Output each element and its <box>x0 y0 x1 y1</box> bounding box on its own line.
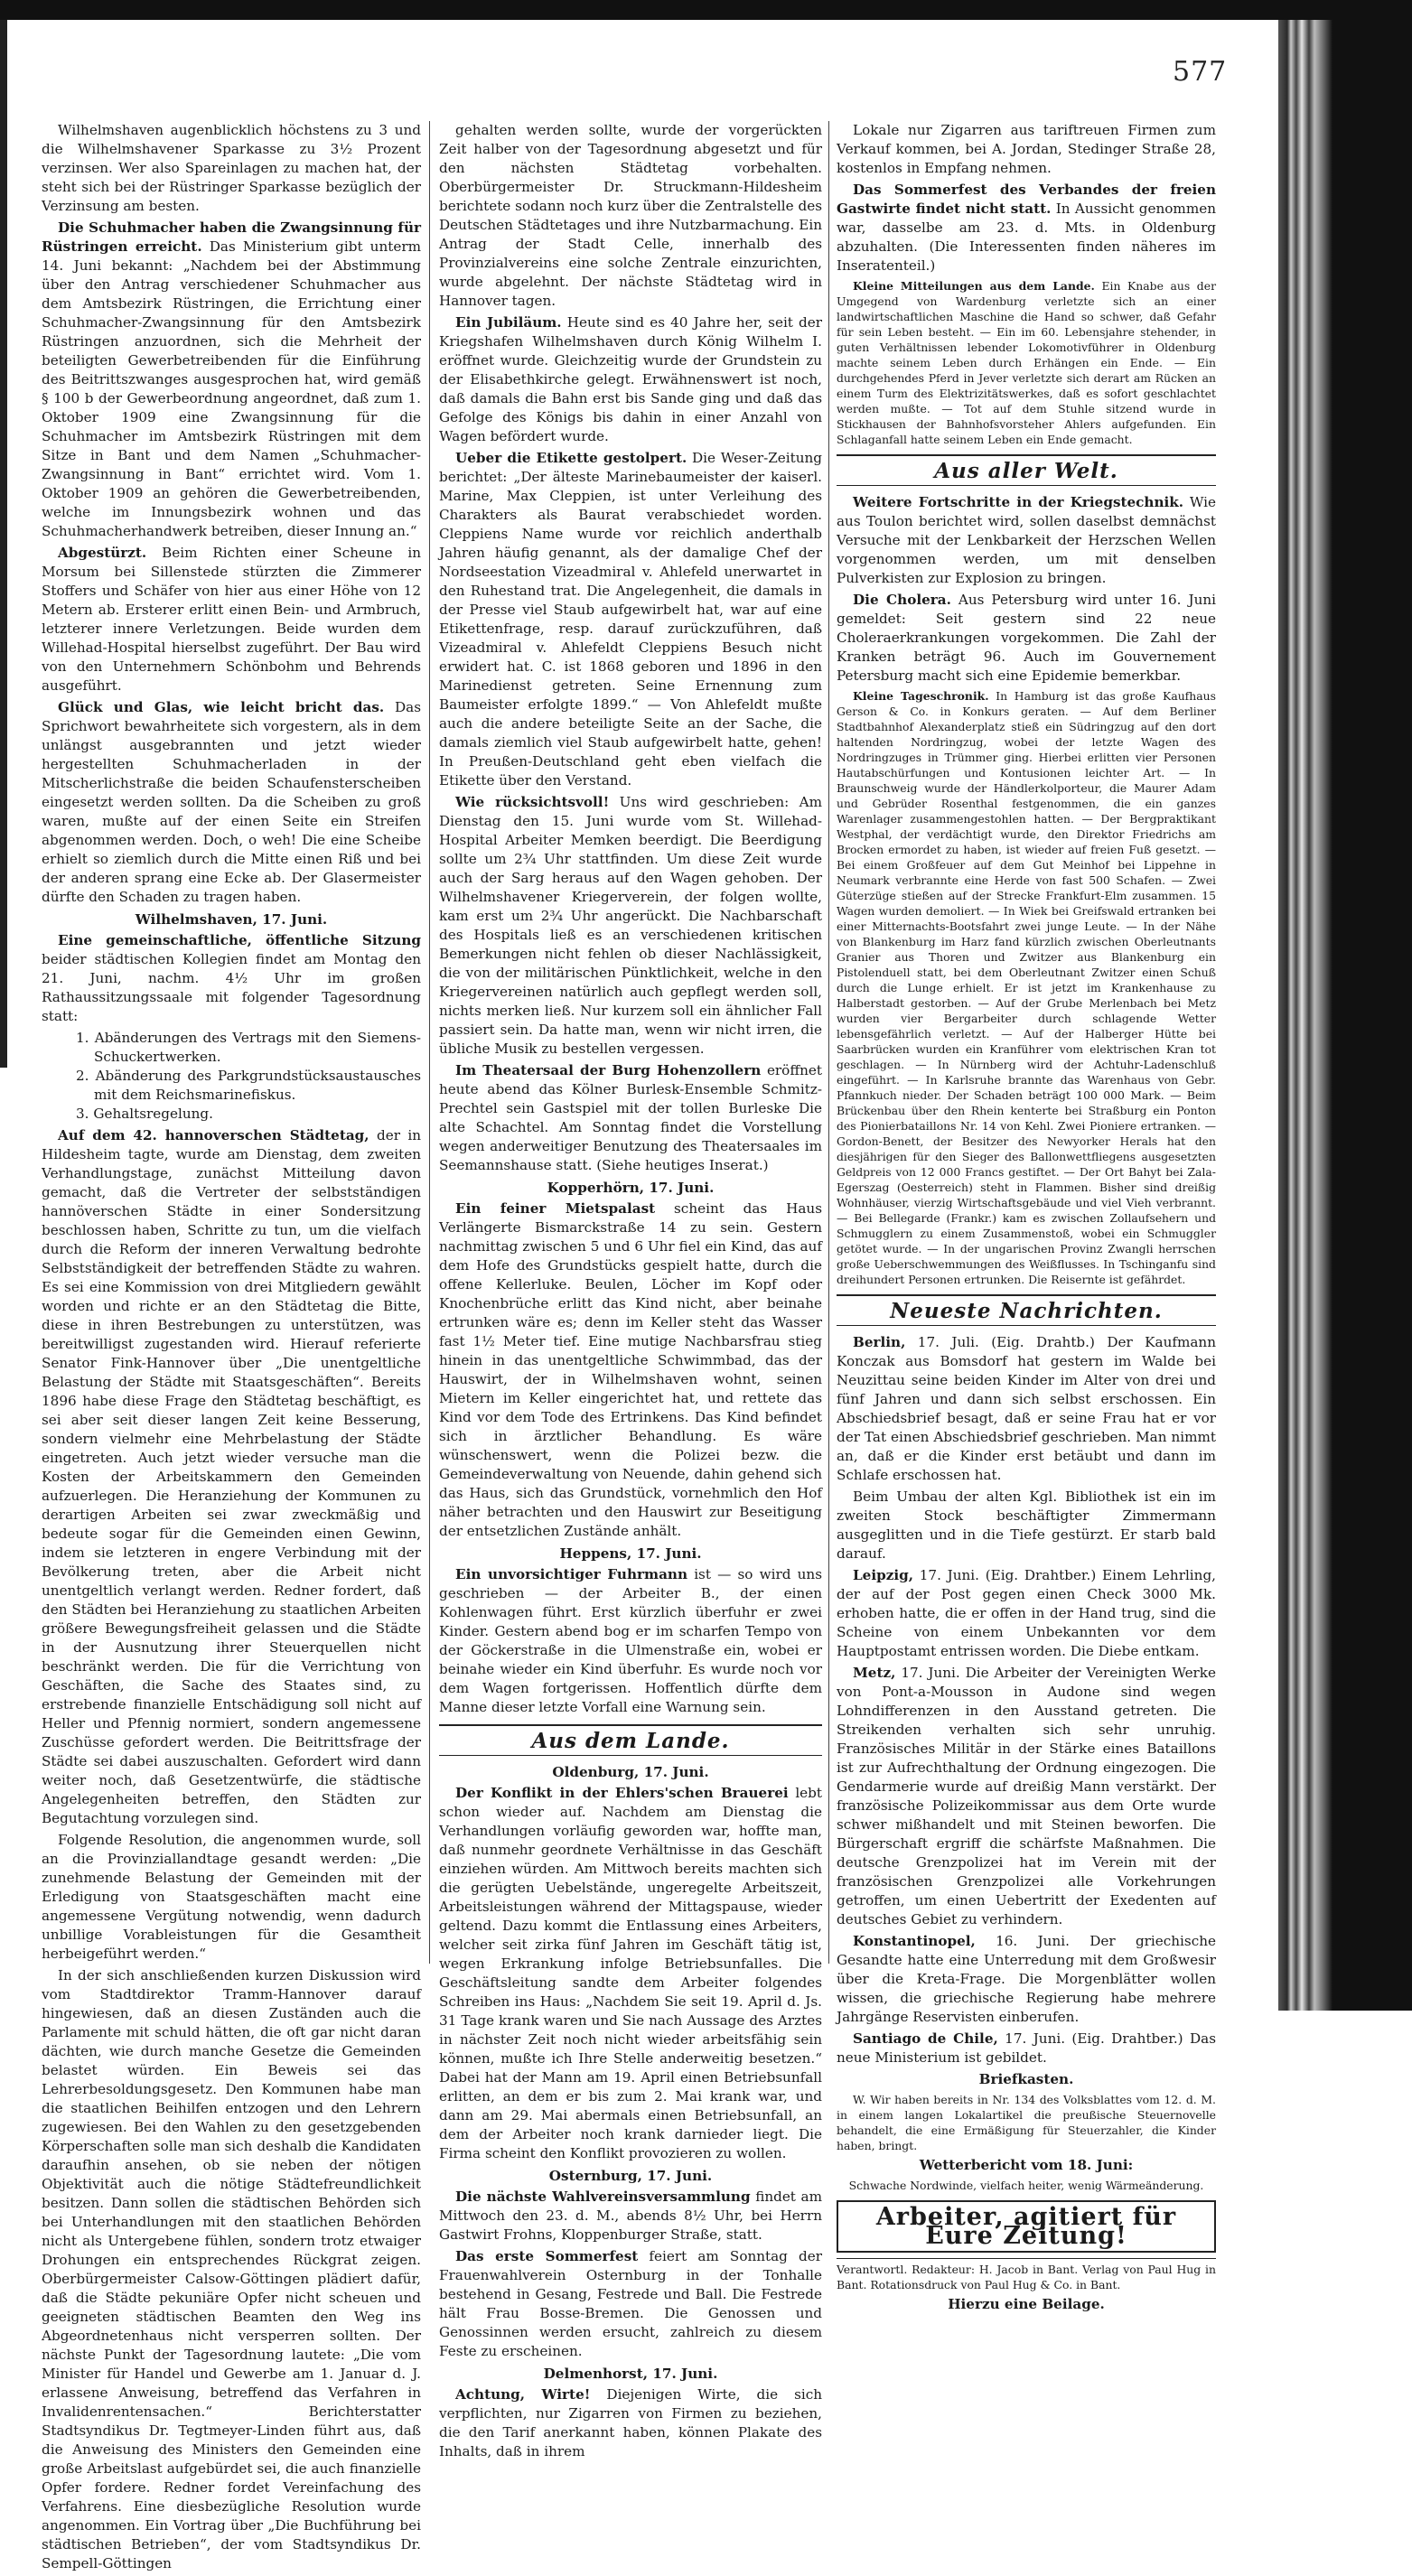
book-binding-edge <box>1278 20 1412 2011</box>
article-text: Folgende Resolution, die angenommen wurde, soll an die Provinziallandtage gesandt werden: „Die zunehmende Belastung der Gemeinden mit der Erledigung von Staatsgeschäften macht eine angemessene Vergütung notwendig, wenn dadurch unbillige Vorableistungen für die Gesamtheit herbeigeführt werden.“ <box>42 1832 421 1962</box>
article <box>837 591 1216 686</box>
news-text: 17. Juli. (Eig. Drahtb.) Der Kaufmann Konczak aus Bomsdorf hat gestern im Walde bei Neuzittau seine beiden Kinder im Alter von drei und fünf Jahren und dann sich selbst erschossen. Ein Abschiedsbrief besagt, daß er seine Frau hat er vor der Tat einen Abschiedsbrief geschrieben. Man nimmt an, daß er die Kinder erst betäubt und dann im Schlafe erschossen hat. <box>837 1334 1216 1483</box>
article <box>837 493 1216 588</box>
article-headline: Weitere Fortschritte in der Kriegstechnik. <box>853 494 1184 510</box>
column-divider <box>828 121 829 1964</box>
news-item <box>837 1333 1216 1485</box>
article-text: In Hamburg ist das große Kaufhaus Gerson & Co. in Konkurs geraten. — Auf dem Berliner Stadtbahnhof Alexanderplatz stieß ein Südringzug auf den dort haltenden Nordringzug, wobei der letzte Wagen des Nordringzuges in Trümmer ging. Hierbei erlitten vier Personen Hautabschürfungen und Kontusionen leichter Art. — In Braunschweig wurde der Händlerkolporteur, die Maurer Adam und Gebrüder Rosenthal festgenommen, die ein ganzes Warenlager zusammengestohlen hatten. — Der Bergpraktikant Westphal, der verdächtigt wurde, den Direktor Friedrichs am Brocken ermordet zu haben, ist wieder auf freien Fuß gesetzt. — Bei einem Großfeuer auf dem Gut Meinhof bei Lippehne in Neumark verbrannte eine Herde von fast 500 Schafen. — Zwei Güterzüge stießen auf der Strecke Frankfurt-Elm zusammen. 15 Wagen wurden demoliert. — In Wiek bei Greifswald ertranken bei einer Mitternachts-Bootsfahrt zwei junge Leute. — In der Nähe von Blankenburg im Harz fand kürzlich zwischen Oberleutnants Granier aus Thoren und Zwitzer aus Blankenburg ein Pistolenduell statt, bei dem Oberleutnant Zwitzer einen Schuß durch die Lunge erhielt. Er ist jetzt im Krankenhause zu Halberstadt gestorben. — Auf der Grube Merlenbach bei Metz wurden vier Bergarbeiter durch schlagende Wetter lebensgefährlich verletzt. — Auf der Halberger Hütte bei Saarbrücken wurden ein Kranführer vom elektrischen Kran tot geschlagen. — In Nürnberg wird der Achtuhr-Ladenschluß eingeführt. — In Karlsruhe brannte das Warenhaus von Gebr. Pfannkuch nieder. Der Schaden beträgt 100 000 Mark. — Beim Brückenbau über den Rhein kenterte bei Straßburg ein Ponton des Pionierbataillons Nr. 14 von Kehl. Zwei Pioniere ertranken. — Gordon-Benett, der Besitzer des Newyorker Herals hat den diesjährigen für den Sieger des Ballonwettfliegens ausgesetzten Geldpreis von 12 000 Francs gestiftet. — Der Ort Bahyt bei Zala-Egerszag (Oesterreich) steht in Flammen. Bisher sind dreißig Wohnhäuser, vierzig Wirtschaftsgebäude und viel Vieh verbrannt. — Bei Bellegarde (Frankr.) kam es zwischen Zollaufsehern und Schmugglern zu einem Zusammenstoß, wobei ein Schmuggler getötet wurde. — In der ungarischen Provinz Zwangli herrschen große Ueberschwemmungen des Weißflusses. In Tschinganfu sind dreihundert Personen ertrunken. Die Reisernte ist gefährdet. <box>837 689 1216 1286</box>
imprint: Verantwortl. Redakteur: H. Jacob in Bant. Verlag von Paul Hug in Bant. Rotationsdruck von Paul Hug & Co. in Bant. <box>837 2258 1216 2292</box>
article <box>439 1199 822 1541</box>
article <box>439 793 822 1059</box>
news-dateline: Santiago de Chile, <box>853 2030 998 2047</box>
article <box>439 2188 822 2245</box>
article-headline: Der Konflikt in der Ehlers'schen Brauerei <box>455 1785 789 1801</box>
article-text: In Aussicht genommen war, dasselbe am 23. d. Mts. in Oldenburg abzuhalten. (Die Interessenten finden näheres im Inseratenteil.) <box>837 201 1217 274</box>
article-text: eröffnet heute abend das Kölner Burlesk-Ensemble Schmitz-Prechtel sein Gastspiel mit der tollen Burleske Die alte Schachtel. Am Sonntag findet die Vorstellung wegen anderweitiger Benutzung des Theatersaales im Seemannshause statt. (Siehe heutiges Inserat.) <box>439 1062 822 1173</box>
news-text: 17. Juni. Die Arbeiter der Vereinigten Werke von Pont-a-Mousson in Audone sind wegen Lohndifferenzen in den Ausstand getreten. Die Streikenden verhalten sich sehr unruhig. Französisches Militär in der Stärke eines Bataillons ist zur Aufrechthaltung der Ordnung eingezogen. Die Gendarmerie wurde auf dreißig Mann verstärkt. Der französische Polizeikommissar aus dem Orte wurde schwer mißhandelt und mit Steinen beworfen. Die Bürgerschaft ergriff die schärfste Maßnahmen. Die deutsche Grenzpolizei hat im Verein mit der französischen Grenzpolizei alle Vorkehrungen getroffen, um einen Uebertritt der Exedenten auf deutsches Gebiet zu verhindern. <box>837 1665 1217 1927</box>
agenda-item: 3. Gehaltsregelung. <box>76 1106 213 1122</box>
article-headline: Wie rücksichtsvoll! <box>455 794 610 810</box>
supplement-notice: Hierzu eine Beilage. <box>948 2296 1105 2312</box>
article-text: Wilhelmshaven augenblicklich höchstens zu 3 und die Wilhelmshavener Sparkasse zu 3½ Prozent verzinsen. Wer also Spareinlagen zu machen hat, der steht sich bei der Rüstringer Sparkasse bezüglich der Verzinsung am besten. <box>42 122 421 214</box>
dateline: Wilhelmshaven, 17. Juni. <box>135 911 328 928</box>
column-middle <box>439 121 822 2464</box>
scan-top-border <box>0 0 1412 20</box>
briefkasten-heading: Briefkasten. <box>978 2071 1074 2087</box>
news-text: 16. Juni. Der griechische Gesandte hatte eine Unterredung mit dem Großwesir über die Kreta-Frage. Die Morgenblätter wollen wissen, die griechische Regierung habe mehrere Jahrgänge Reservisten einberufen. <box>837 1933 1216 2025</box>
article-text: der in Hildesheim tagte, wurde am Dienstag, dem zweiten Verhandlungstage, zunächst Mitteilung davon gemacht, daß die Vertreter der selbstständigen hannöverschen Städte in einer Sondersitzung beschlossen haben, Schritte zu tun, um die vielfach durch die Reform der inneren Verwaltung bedrohte Selbstständigkeit der betreffenden Städte zu wahren. Es sei eine Kommission von drei Mitgliedern gewählt worden und richte er an den Städtetag die Bitte, diese in ihren Bestrebungen zu unterstützen, was bereitwilligst zugestanden wird. Hierauf referierte Senator Fink-Hannover über „Die unentgeltliche Belastung der Städte mit Staatsgeschäften“. Bereits 1896 habe diese Frage den Städtetag beschäftigt, es sei aber seit dieser langen Zeit keine Besserung, sondern vielmehr eine Mehrbelastung der Städte eingetreten. Auch jetzt wieder versuche man die Kosten der Arbeitskammern den Gemeinden aufzuerlegen. Die Heranziehung der Kommunen zu derartigen Arbeiten sei zwar zweckmäßig und bedeute sogar für die Gemeinden einen Gewinn, indem sie letzteren in engere Verbindung mit der Bevölkerung treten, aber die Arbeit nicht unentgeltlich verlangt werden. Redner fordert, daß den Städten bei Heranziehung zu staatlichen Arbeiten größere Bewegungsfreiheit gelassen und die Städte in der Ausnutzung ihrer Steuerquellen nicht beschränkt werden. Die für die Verrichtung von Geschäften, die Sache des Staates sind, zu erstrebende finanzielle Entschädigung soll nicht auf Heller und Pfennig normiert, sondern angemessene Zuschüsse gefordert werden. Die Beitrittsfrage der Städte sei dabei auszuschalten. Gefordert wird dann weiter noch, daß Gesetzentwürfe, die städtische Angelegenheiten betreffen, den Städten zur Begutachtung vorzulegen sind. <box>42 1127 422 1826</box>
article-headline: Abgestürzt. <box>58 545 147 561</box>
agitation-banner: Arbeiter, agitiert für Eure Zeitung! <box>837 2200 1216 2253</box>
article-text: Diejenigen Wirte, die sich verpflichten, nur Zigarren von Firmen zu beziehen, die den Tarif anerkannt haben, können Plakate des Inhalts, daß in ihrem <box>439 2386 823 2459</box>
article-text: ist — so wird uns geschrieben — der Arbeiter B., der einen Kohlenwagen führt. Erst kürzlich überfuhr er zwei Kinder. Gestern abend bog er im scharfen Tempo von der Göckerstraße in die Ulmenstraße ein, wobei er beinahe wieder ein Kind überfuhr. Es wurde noch vor dem Wagen fortgerissen. Hoffentlich dürfte dem Manne dieser letzte Vorfall eine Warnung sein. <box>439 1566 823 1715</box>
briefkasten-text: W. Wir haben bereits in Nr. 134 des Volksblattes vom 12. d. M. in einem langen Lokalartikel die preußische Steuernovelle behandelt, die eine Ermäßigung für Steuerzahler, die Kinder haben, bringt. <box>837 2093 1216 2152</box>
article-text: Heute sind es 40 Jahre her, seit der Kriegshafen Wilhelmshaven durch König Wilhelm I. eröffnet wurde. Gleichzeitig wurde der Grundstein zu der Elisabethkirche gelegt. Erwähnenswert ist noch, daß damals die Bahn erst bis Sande ging und daß das Gefolge des Königs bis dahin in einer Anzahl von Wagen befördert wurde. <box>439 314 822 444</box>
article <box>837 181 1216 275</box>
article-headline: Ein feiner Mietspalast <box>455 1200 656 1217</box>
news-text: 17. Juni. (Eig. Drahtber.) Das neue Ministerium ist gebildet. <box>837 2030 1217 2066</box>
column-right <box>837 121 1216 2317</box>
news-item <box>837 2030 1216 2067</box>
dateline: Oldenburg, 17. Juni. <box>552 1764 709 1780</box>
weather-text: Schwache Nordwinde, vielfach heiter, wenig Wärmeänderung. <box>848 2179 1204 2192</box>
article-headline: Ueber die Etikette gestolpert. <box>455 450 687 466</box>
section-heading: Aus dem Lande. <box>439 1724 822 1756</box>
article-text: feiert am Sonntag der Frauenwahlverein Osternburg in der Tonhalle bestehend in Gesang, Festrede und Ball. Die Festrede hält Frau Bosse-Bremen. Die Genossen und Genossinnen werden ersucht, zahlreich zu diesem Feste zu erscheinen. <box>439 2248 822 2359</box>
news-dateline: Metz, <box>853 1665 896 1681</box>
article-text: Beim Richten einer Scheune in Morsum bei Sillenstede stürzten die Zimmerer Stoffers und Schäfer von hier aus einer Höhe von 12 Metern ab. Ersterer erlitt einen Bein- und Armbruch, letzterer innere Verletzungen. Beide wurden dem Willehad-Hospital hierselbst zugeführt. Der Bau wird von den Unternehmern Schönbohm und Behrends ausgeführt. <box>42 545 422 694</box>
article-headline: Auf dem 42. hannoverschen Städtetag, <box>58 1127 369 1143</box>
article <box>42 931 421 1026</box>
news-item <box>837 1488 1216 1563</box>
article-headline: Kleine Tageschronik. <box>853 689 989 703</box>
agenda-list <box>76 1029 421 1124</box>
dateline: Heppens, 17. Juni. <box>559 1545 702 1562</box>
article <box>439 449 822 790</box>
article <box>837 688 1216 1287</box>
article <box>439 2385 822 2461</box>
article <box>42 219 421 541</box>
article <box>439 2247 822 2361</box>
article-headline: Ein Jubiläum. <box>455 314 562 331</box>
article-text: Ein Knabe aus der Umgegend von Wardenburg verletzte sich an einer landwirtschaftlichen Maschine die Hand so schwer, daß Gefahr für sein Leben besteht. — Ein im 60. Lebensjahre stehender, in guten Verhältnissen lebender Lokomotivführer in Oldenburg machte seinem Leben durch Erhängen ein Ende. — Ein durchgehendes Pferd in Jever verletzte sich derart am Rücken an einem Turm des Elektrizitätswerkes, daß es sofort geschlachtet werden mußte. — Tot auf dem Stuhle sitzend wurde in Stickhausen der Bahnhofsvorsteher Ahlers aufgefunden. Ein Schlaganfall hatte seinem Leben ein Ende gemacht. <box>837 279 1216 446</box>
article-headline: Eine gemeinschaftliche, öffentliche Sitzung <box>58 932 421 948</box>
news-dateline: Berlin, <box>853 1334 906 1350</box>
article-text: In der sich anschließenden kurzen Diskussion wird vom Stadtdirektor Tramm-Hannover darauf hingewiesen, daß an diesen Zuständen auch die Parlamente mit schuld hätten, die oft gar nicht daran dächten, wie durch manche Gesetze die Gemeinden belastet würden. Ein Beweis sei das Lehrerbesoldungsgesetz. Den Kommunen habe man die staatlichen Beihilfen entzogen und den Lehrern zugewiesen. Bei den Wahlen zu den gesetzgebenden Körperschaften solle man sich deshalb die Kandidaten daraufhin ansehen, ob sie neben der nötigen Objektivität auch die nötige Städtefreundlichkeit besitzen. Dann sollen die städtischen Behörden sich bei Unterhandlungen mit den staatlichen Behörden nicht als Untergebene fühlen, sondern trotz etwaiger Drohungen ein entsprechendes Rückgrat zeigen. Oberbürgermeister Calsow-Göttingen plädiert dafür, daß die Städte pekuniäre Opfer nicht scheuen und geeigneten städtischen Beamten den Weg ins Abgeordnetenhaus nicht versperren sollten. Der nächste Punkt der Tagesordnung lautete: „Die vom Minister für Handel und Gewerbe am 1. Januar d. J. erlassene Anweisung, betreffend das Verfahren in Invalidenrentensachen.“ Berichterstatter Stadtsyndikus Dr. Tegtmeyer-Linden führt aus, daß die Anweisung des Ministers den Gemeinden eine große Arbeitslast aufgebürdet sei, die auch finanzielle Opfer fordere. Redner fordet Vereinfachung des Verfahrens. Eine diesbezügliche Resolution wurde angenommen. Ein Vortrag über „Die Buchführung bei städtischen Betrieben“, der vom Stadtsyndikus Dr. Sempell-Göttingen <box>42 1967 421 2571</box>
article-text: findet am Mittwoch den 23. d. M., abends 8½ Uhr, bei Herrn Gastwirt Frohns, Kloppenburger Straße, statt. <box>439 2189 822 2243</box>
article-text: scheint das Haus Verlängerte Bismarckstraße 14 zu sein. Gestern nachmittag zwischen 5 und 6 Uhr fiel ein Kind, das auf dem Hofe des Grundstücks gespielt hatte, durch die offene Kellerluke. Beulen, Löcher im Kopf oder Knochenbrüche erlitt das Kind nicht, aber beinahe ertrunken wäre es; denn im Keller steht das Wasser fast 1½ Meter tief. Eine mutige Nachbarsfrau stieg hinein in das unentgeltliche Schwimmbad, das der Hauswirt, der in Wilhelmshaven wohnt, seinen Mietern im Keller eingerichtet hat, und rettete das Kind vor dem Tode des Ertrinkens. Das Kind befindet sich in ärztlicher Behandlung. Es wäre wünschenswert, wenn die Polizei bezw. die Gemeindeverwaltung von Neuende, dahin gehend sich das Haus, sich das Grundstück, vornehmlich den Hof näher betrachten und den Hauswirt zur Beseitigung der entsetzlichen Zustände anhält. <box>439 1200 822 1539</box>
news-item <box>837 1932 1216 2027</box>
article-headline: Achtung, Wirte! <box>455 2386 591 2403</box>
article-headline: Das erste Sommerfest <box>455 2248 639 2264</box>
article-text: gehalten werden sollte, wurde der vorgerückten Zeit halber von der Tagesordnung abgesetzt und für den nächsten Städtetag vorbehalten. Oberbürgermeister Dr. Struckmann-Hildesheim berichtete sodann noch kurz über die Zentralstelle des Deutschen Städtetages und ihre Nutzbarmachung. Ein Antrag der Stadt Celle, innerhalb des Provinzialvereins eine solche Zentrale einzurichten, wurde abgelehnt. Der nächste Städtetag wird in Hannover tagen. <box>439 122 822 309</box>
article <box>837 278 1216 447</box>
news-item <box>837 1664 1216 1929</box>
article <box>42 1126 421 1828</box>
article-text: beider städtischen Kollegien findet am Montag den 21. Juni, nachm. 4½ Uhr im großen Rathaussitzungssaale mit folgender Tagesordnung statt: <box>42 951 421 1024</box>
article <box>42 544 421 695</box>
news-dateline: Konstantinopel, <box>853 1933 976 1949</box>
scan-left-border <box>0 20 7 1068</box>
article-headline: Die nächste Wahlvereinsversammlung <box>455 2189 751 2205</box>
news-text: 17. Juni. (Eig. Drahtber.) Einem Lehrling, der auf der Post gegen einen Check 3000 Mk. erhoben hatte, die er offen in der Hand trug, sind die Scheine von einem Unbekannten vor dem Hauptpostamt entrissen worden. Die Diebe entkam. <box>837 1567 1216 1659</box>
article-text: Lokale nur Zigarren aus tariftreuen Firmen zum Verkauf kommen, bei A. Jordan, Stedinger Straße 28, kostenlos in Empfang nehmen. <box>837 122 1216 176</box>
dateline: Delmenhorst, 17. Juni. <box>543 2366 718 2382</box>
article-headline: Im Theatersaal der Burg Hohenzollern <box>455 1062 762 1078</box>
article-text: Wie aus Toulon berichtet wird, sollen daselbst demnächst Versuche mit der Lenkbarkeit der Herzschen Wellen vorgenommen werden, um mit denselben Pulverkisten zur Explosion zu bringen. <box>837 494 1217 586</box>
article-text: Die Weser-Zeitung berichtet: „Der älteste Marinebaumeister der kaiserl. Marine, Max Cleppien, ist unter Verleihung des Charakters als Baurat verabschiedet worden. Cleppiens Name wurde vor reichlich anderthalb Jahren häufig genannt, als der damalige Chef der Nordseestation Vizeadmiral v. Ahlefeld unerwartet in den Ruhestand trat. Die Angelegenheit, die damals in der Presse viel Staub aufgewirbelt hat, war auf eine Etikettenfrage, resp. darauf zurückzuführen, daß Vizeadmiral v. Ahlefeldt Cleppiens Besuch nicht erwidert hat. C. ist 1868 geboren und 1896 in den Marinedienst getreten. Seine Ernennung zum Baumeister erfolgte 1899.“ — Von Ahlefeldt mußte auch die andere beteiligte Seite an der Sache, die damals ziemlich viel Staub aufgewirbelt hatte, gehen! In Preußen-Deutschland geht eben vielfach die Etikette über den Verstand. <box>439 450 823 789</box>
page-number: 577 <box>1173 56 1228 88</box>
article-text: Aus Petersburg wird unter 16. Juni gemeldet: Seit gestern sind 22 neue Cholerаerkrankungen vorgekommen. Die Zahl der Kranken beträgt 96. Auch im Gouvernement Petersburg macht sich eine Epidemie bemerkbar. <box>837 592 1216 684</box>
news-text: Beim Umbau der alten Kgl. Bibliothek ist ein im zweiten Stock beschäftigter Zimmermann ausgeglitten und in die Tiefe gestürzt. Er starb bald darauf. <box>837 1489 1216 1562</box>
article-text: Das Ministerium gibt unterm 14. Juni bekannt: „Nachdem bei der Abstimmung über den Antrag verschiedener Schuhmacher aus dem Amtsbezirk Rüstringen, die Errichtung einer Schuhmacher-Zwangsinnung für den Amtsbezirk Rüstringen anzuordnen, sich die Mehrheit der beteiligten Gewerbetreibenden für die Einführung des Beitrittszwanges ausgesprochen hat, wird gemäß § 100 b der Gewerbeordnung angeordnet, daß zum 1. Oktober 1909 eine Zwangsinnung für die Schuhmacher im Amtsbezirk Rüstringen mit dem Sitze in Bant und dem Namen „Schuhmacher-Zwangsinnung in Bant“ errichtet wird. Vom 1. Oktober 1909 an gehören die Gewerbetreibenden, welche im Innungsbezirk wohnen und das Schuhmacherhandwerk betreiben, dieser Innung an.“ <box>42 238 422 539</box>
news-item <box>837 1566 1216 1661</box>
article <box>439 1784 822 2163</box>
agenda-item: 2. Abänderung des Parkgrundstücksaustausches mit dem Reichsmarinefiskus. <box>76 1068 421 1103</box>
news-dateline: Leipzig, <box>853 1567 914 1583</box>
dateline: Osternburg, 17. Juni. <box>548 2168 713 2184</box>
section-heading: Aus aller Welt. <box>837 454 1216 486</box>
article-text: Das Sprichwort bewahrheitete sich vorgestern, als in dem unlängst ausgebrannten und jetzt wieder hergestellten Schuhmacherladen in der Mitscherlichstraße die beiden Schaufensterscheiben eingesetzt werden sollten. Da die Scheiben zu groß waren, mußte auf der einen Seite ein Streifen abgenommen werden. Doch, o weh! Die eine Scheibe erhielt so ziemlich durch die Mitte einen Riß und bei der anderen sprang eine Ecke ab. Der Glasermeister dürfte den Schaden zu tragen haben. <box>42 699 422 905</box>
article-headline: Die Schuhmacher haben die Zwangsinnung für Rüstringen erreicht. <box>42 219 421 255</box>
article-text: Uns wird geschrieben: Am Dienstag den 15. Juni wurde vom St. Willehad-Hospital Arbeiter Memken beerdigt. Die Beerdigung sollte um 2¾ Uhr stattfinden. Um diese Zeit wurde auch der Sarg heraus auf den Wagen gehoben. Der Wilhelmshavener Kriegerverein, der folgen wollte, kam erst um 2¾ Uhr angerückt. Die Nachbarschaft des Hospitals ließ es an verschiedenen kritischen Bemerkungen nicht fehlen ob dieser Nachlässigkeit, die von der militärischen Pünktlichkeit, welche in den Kriegervereinen natürlich auch gepflegt werden soll, nichts merken ließ. Nur kurzem soll ein ähnlicher Fall passiert sein. Da hatte man, wenn wir nicht irren, die übliche Musik zu bestellen vergessen. <box>439 794 822 1057</box>
article-headline: Ein unvorsichtiger Fuhrmann <box>455 1566 687 1582</box>
weather-heading: Wetterbericht vom 18. Juni: <box>919 2157 1134 2173</box>
article-headline: Kleine Mitteilungen aus dem Lande. <box>853 279 1095 293</box>
article-text: lebt schon wieder auf. Nachdem am Dienstag die Verhandlungen vorläufig geworden war, hoffte man, daß nunmehr geordnete Verhältnisse in das Geschäft einziehen würden. Am Mittwoch bereits machten sich die gerügten Uebelstände, ungeregelte Arbeitszeit, Arbeitsleistungen während der Mittagspause, wieder geltend. Dazu kommt die Entlassung eines Arbeiters, welcher seit zirka fünf Jahren im Geschäft tätig ist, wegen Erkrankung infolge Betriebsunfalles. Die Geschäftsleitung sandte dem Arbeiter folgendes Schreiben ins Haus: „Nachdem Sie seit 19. April d. Js. 31 Tage krank waren und Sie nach Aussage des Arztes in nächster Zeit noch nicht wieder arbeitsfähig sein können, mußte ich Ihre Stelle anderweitig besetzen.“ Dabei hat der Mann am 19. April einen Betriebsunfall erlitten, an dem er bis zum 2. Mai krank war, und dann am 29. Mai abermals einen Betriebsunfall, an dem der Arbeiter noch krank darnieder liegt. Die Firma scheint den Konflikt provozieren zu wollen. <box>439 1785 822 2161</box>
article <box>439 313 822 446</box>
article <box>439 1061 822 1175</box>
dateline: Kopperhörn, 17. Juni. <box>547 1180 715 1196</box>
article-headline: Glück und Glas, wie leicht bricht das. <box>58 699 385 715</box>
article <box>42 698 421 907</box>
article-headline: Das Sommerfest des Verbandes der freien Gastwirte findet nicht statt. <box>837 182 1216 217</box>
column-divider <box>429 121 430 1964</box>
article-headline: Die Cholera. <box>853 592 951 608</box>
article <box>439 1565 822 1717</box>
agenda-item: 1. Abänderungen des Vertrags mit den Siemens-Schuckertwerken. <box>76 1030 421 1065</box>
column-left <box>42 121 421 2576</box>
section-heading: Neueste Nachrichten. <box>837 1294 1216 1326</box>
